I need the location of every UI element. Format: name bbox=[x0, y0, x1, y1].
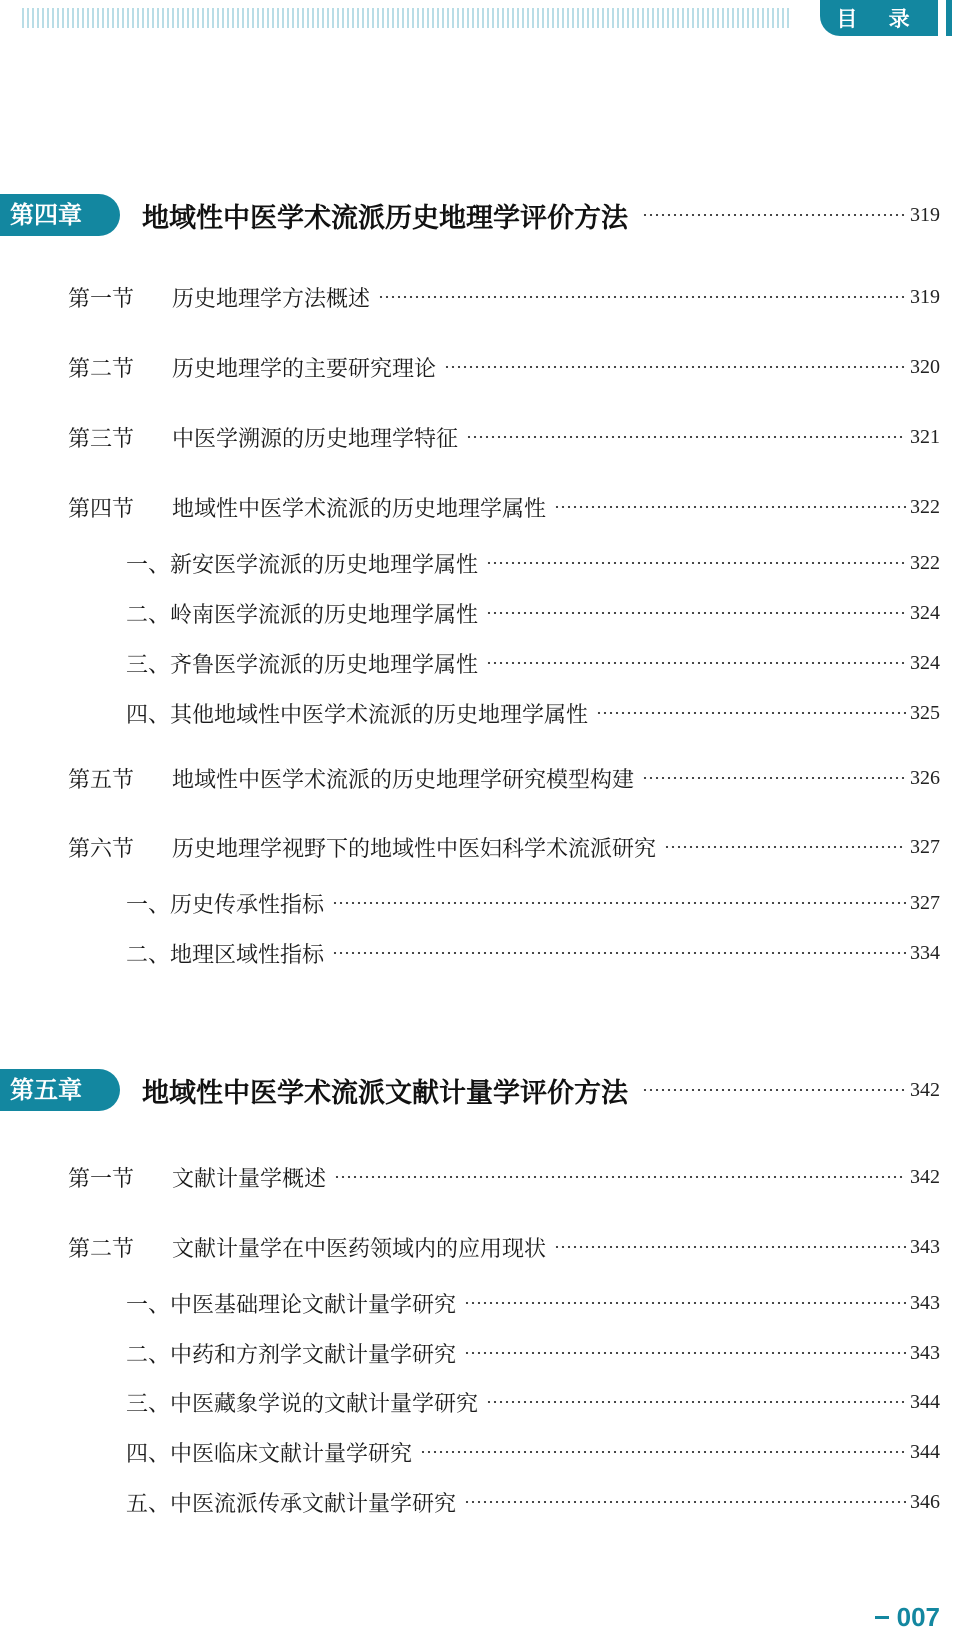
dot-leader bbox=[642, 1089, 906, 1091]
page-ref: 343 bbox=[910, 1291, 940, 1314]
dot-leader bbox=[554, 506, 906, 508]
item-title: 五、中医流派传承文献计量学研究 bbox=[126, 1491, 457, 1517]
section-number: 第六节 bbox=[68, 836, 135, 862]
dot-leader bbox=[464, 1352, 906, 1354]
page-number-dash bbox=[875, 1616, 889, 1619]
section-title: 中医学溯源的历史地理学特征 bbox=[172, 426, 459, 452]
toc-section-row[interactable] bbox=[68, 1160, 940, 1194]
page-ref: 321 bbox=[910, 425, 940, 448]
toc-item-row[interactable] bbox=[126, 546, 940, 580]
chapter-badge: 第四章 bbox=[0, 194, 120, 236]
toc-item-row[interactable] bbox=[126, 1286, 940, 1320]
toc-section-row[interactable] bbox=[68, 761, 940, 795]
section-title: 历史地理学方法概述 bbox=[172, 286, 371, 312]
section-title: 地域性中医学术流派的历史地理学研究模型构建 bbox=[172, 767, 635, 793]
dot-leader bbox=[464, 1302, 906, 1304]
section-number: 第三节 bbox=[68, 426, 135, 452]
dot-leader bbox=[334, 1176, 906, 1178]
dot-leader bbox=[596, 712, 906, 714]
section-number: 第一节 bbox=[68, 1166, 135, 1192]
dot-leader bbox=[486, 612, 906, 614]
page-ref: 334 bbox=[910, 941, 940, 964]
dot-leader bbox=[642, 214, 906, 216]
page-ref: 320 bbox=[910, 355, 940, 378]
page-ref: 324 bbox=[910, 651, 940, 674]
page-ref: 319 bbox=[910, 285, 940, 308]
toc-item-row[interactable] bbox=[126, 696, 940, 730]
item-title: 三、中医藏象学说的文献计量学研究 bbox=[126, 1391, 479, 1417]
item-title: 四、其他地域性中医学术流派的历史地理学属性 bbox=[126, 702, 589, 728]
dot-leader bbox=[486, 1401, 906, 1403]
item-title: 四、中医临床文献计量学研究 bbox=[126, 1441, 413, 1467]
section-title: 文献计量学概述 bbox=[172, 1166, 327, 1192]
page-number-text: 007 bbox=[896, 1602, 940, 1632]
section-number: 第二节 bbox=[68, 1236, 135, 1262]
item-title: 二、地理区域性指标 bbox=[126, 942, 325, 968]
toc-section-row[interactable] bbox=[68, 490, 940, 524]
page-ref: 344 bbox=[910, 1390, 940, 1413]
section-title: 地域性中医学术流派的历史地理学属性 bbox=[172, 496, 547, 522]
dot-leader bbox=[378, 296, 906, 298]
item-title: 二、岭南医学流派的历史地理学属性 bbox=[126, 602, 479, 628]
dot-leader bbox=[642, 777, 906, 779]
page-ref: 343 bbox=[910, 1341, 940, 1364]
section-number: 第一节 bbox=[68, 286, 135, 312]
toc-section-row[interactable] bbox=[68, 280, 940, 314]
toc-section-row[interactable] bbox=[68, 830, 940, 864]
toc-item-row[interactable] bbox=[126, 646, 940, 680]
section-number: 第五节 bbox=[68, 767, 135, 793]
page-ref: 327 bbox=[910, 891, 940, 914]
toc-section-row[interactable] bbox=[68, 1230, 940, 1264]
toc-item-row[interactable] bbox=[126, 886, 940, 920]
page-ref: 326 bbox=[910, 766, 940, 789]
toc-item-row[interactable] bbox=[126, 1435, 940, 1469]
page-ref: 327 bbox=[910, 835, 940, 858]
page-number bbox=[875, 1602, 940, 1633]
page-ref: 325 bbox=[910, 701, 940, 724]
toc-item-row[interactable] bbox=[126, 596, 940, 630]
item-title: 二、中药和方剂学文献计量学研究 bbox=[126, 1342, 457, 1368]
page-ref: 346 bbox=[910, 1490, 940, 1513]
dot-leader bbox=[464, 1501, 906, 1503]
dot-leader bbox=[486, 562, 906, 564]
page-ref: 344 bbox=[910, 1440, 940, 1463]
toc-item-row[interactable] bbox=[126, 1485, 940, 1519]
item-title: 一、历史传承性指标 bbox=[126, 892, 325, 918]
item-title: 一、中医基础理论文献计量学研究 bbox=[126, 1292, 457, 1318]
chapter-heading[interactable] bbox=[0, 192, 940, 238]
chapter-badge: 第五章 bbox=[0, 1069, 120, 1111]
dot-leader bbox=[486, 662, 906, 664]
dot-leader bbox=[332, 952, 906, 954]
page-ref: 342 bbox=[910, 1078, 940, 1101]
dot-leader bbox=[332, 902, 906, 904]
section-title: 历史地理学的主要研究理论 bbox=[172, 356, 437, 382]
page-ref: 319 bbox=[910, 203, 940, 226]
toc-section-row[interactable] bbox=[68, 420, 940, 454]
header-edge-bar bbox=[946, 0, 952, 36]
chapter-title: 地域性中医学术流派历史地理学评价方法 bbox=[142, 202, 628, 234]
item-title: 一、新安医学流派的历史地理学属性 bbox=[126, 552, 479, 578]
page-ref: 324 bbox=[910, 601, 940, 624]
toc-item-row[interactable] bbox=[126, 1385, 940, 1419]
page-ref: 342 bbox=[910, 1165, 940, 1188]
section-number: 第四节 bbox=[68, 496, 135, 522]
page-ref: 343 bbox=[910, 1235, 940, 1258]
dot-leader bbox=[466, 436, 906, 438]
toc-item-row[interactable] bbox=[126, 1336, 940, 1370]
page-ref: 322 bbox=[910, 551, 940, 574]
toc-item-row[interactable] bbox=[126, 936, 940, 970]
dot-leader bbox=[664, 846, 906, 848]
toc-header-tab: 目 录 bbox=[820, 0, 938, 36]
dot-leader bbox=[420, 1451, 906, 1453]
section-title: 文献计量学在中医药领域内的应用现状 bbox=[172, 1236, 547, 1262]
dot-leader bbox=[444, 366, 906, 368]
toc-section-row[interactable] bbox=[68, 350, 940, 384]
chapter-heading[interactable] bbox=[0, 1067, 940, 1113]
item-title: 三、齐鲁医学流派的历史地理学属性 bbox=[126, 652, 479, 678]
section-number: 第二节 bbox=[68, 356, 135, 382]
section-title: 历史地理学视野下的地域性中医妇科学术流派研究 bbox=[172, 836, 657, 862]
dot-leader bbox=[554, 1246, 906, 1248]
page-ref: 322 bbox=[910, 495, 940, 518]
chapter-title: 地域性中医学术流派文献计量学评价方法 bbox=[142, 1077, 628, 1109]
header-stripe-decoration bbox=[22, 8, 792, 28]
